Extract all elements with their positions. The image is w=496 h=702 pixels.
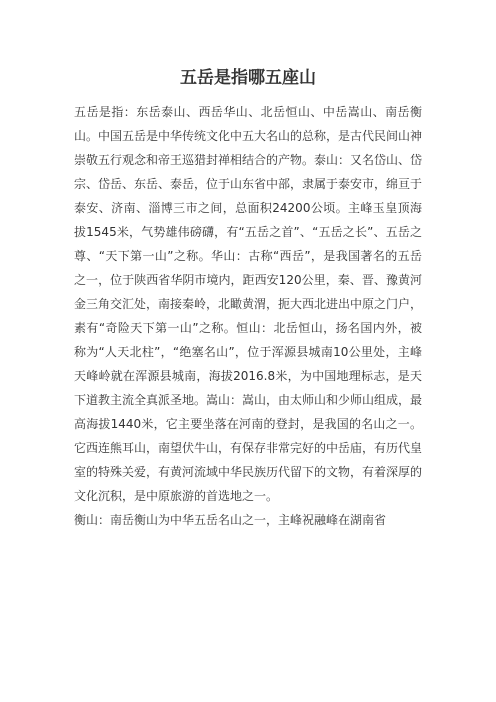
paragraph-hengshan-south: 衡山：南岳衡山为中华五岳名山之一，主峰祝融峰在湖南省: [74, 513, 387, 527]
document-body: [74, 100, 422, 532]
document-title: 五岳是指哪五座山: [180, 68, 316, 88]
paragraph-mountains-overview: 五岳是指：东岳泰山、西岳华山、北岳恒山、中岳嵩山、南岳衡山。中国五岳是中华传统文化中五大名山的总称，是古代民间山神崇敬五行观念和帝王巡猎封禅相结合的产物。泰山：又名岱山、岱宗、岱岳、东岳、泰岳，位于山东省中部，隶属于泰安市，绵亘于泰安、济南、淄博三市之间，总面积24200公顷。主峰玉皇顶海拔1545米，气势雄伟磅礴，有“五岳之首”、“五岳之长”、五岳之尊、“天下第一山”之称。华山：古称“西岳”，是我国著名的五岳之一，位于陕西省华阴市境内，距西安120公里，秦、晋、豫黄河金三角交汇处，南接秦岭，北瞰黄渭，扼大西北进出中原之门户，素有“奇险天下第一山”之称。恒山：北岳恒山，扬名国内外，被称为“人天北柱”，“绝塞名山”，位于浑源县城南10公里处，主峰天峰岭就在浑源县城南，海拔2016.8米，为中国地理标志，是天下道教主流全真派圣地。嵩山：嵩山，由太师山和少师山组成，最高海拔1440米，它主要坐落在河南的登封，是我国的名山之一。它西连熊耳山，南望伏牛山，有保存非常完好的中岳庙，有历代皇室的特殊关爱，有黄河流域中华民族历代留下的文物，有着深厚的文化沉积，是中原旅游的首选地之一。: [74, 105, 423, 503]
